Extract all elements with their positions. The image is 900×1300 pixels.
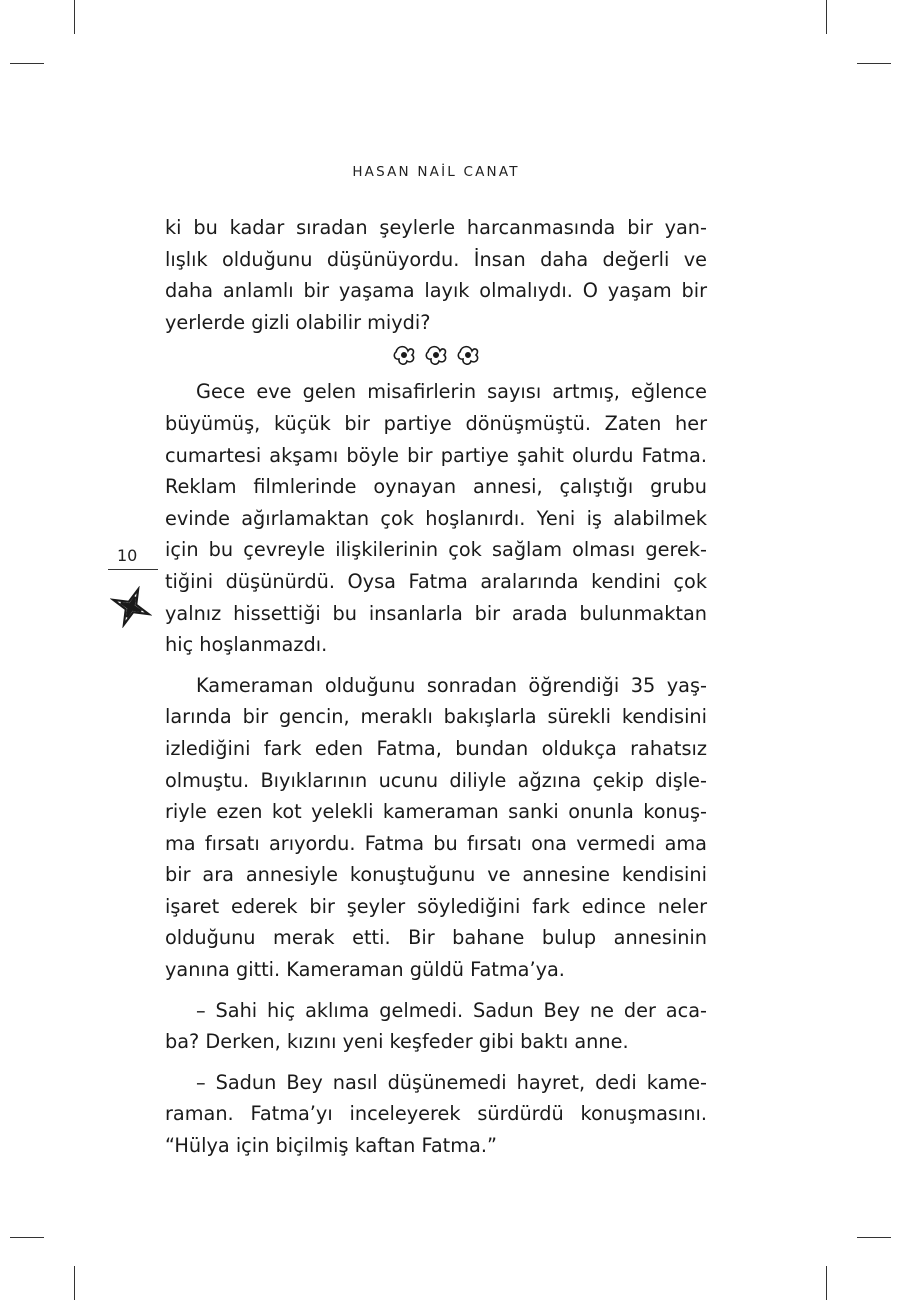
text-line: yerlerde gizli olabilir miydi?	[165, 310, 431, 334]
four-point-star-icon	[110, 586, 152, 628]
crop-mark-right-top	[857, 63, 891, 64]
paragraph-2	[165, 376, 707, 660]
text-line: lışlık olduğunu düşünüyordu. İnsan daha değerli ve	[165, 247, 707, 271]
text-line: ma fırsatı arıyordu. Fatma bu fırsatı ona vermedi ama	[165, 831, 707, 855]
body-text	[165, 212, 707, 1162]
text-line: larında bir gencin, meraklı bakışlarla sürekli kendisini	[165, 705, 707, 729]
text-line: tiğini düşünürdü. Oysa Fatma aralarında kendini çok	[165, 569, 707, 593]
text-line: ba? Derken, kızını yeni keşfeder gibi baktı anne.	[165, 1030, 629, 1054]
text-line: riyle ezen kot yelekli kameraman sanki onunla konuş-	[165, 800, 707, 824]
text-line: – Sahi hiç aklıma gelmedi. Sadun Bey ne der aca-	[196, 998, 707, 1022]
text-line: için bu çevreyle ilişkilerinin çok sağlam olması gerek-	[165, 538, 707, 562]
text-line: – Sadun Bey nasıl düşünemedi hayret, dedi kame-	[196, 1070, 707, 1094]
text-line: evinde ağırlamaktan çok hoşlanırdı. Yeni iş alabilmek	[165, 506, 707, 530]
text-line: daha anlamlı bir yaşama layık olmalıydı. O yaşam bir	[165, 279, 707, 303]
text-line: hiç hoşlanmazdı.	[165, 633, 328, 657]
running-head: HASAN NAİL CANAT	[352, 164, 520, 180]
text-line: cumartesi akşamı böyle bir partiye şahit olurdu Fatma.	[165, 443, 707, 467]
crop-mark-left-top	[10, 63, 44, 64]
paragraph-5	[165, 1067, 707, 1162]
text-line: raman. Fatma’yı inceleyerek sürdürdü konuşmasını.	[165, 1102, 707, 1126]
paragraph-4	[165, 995, 707, 1058]
text-line: yanına gitti. Kameraman güldü Fatma’ya.	[165, 958, 565, 982]
crop-mark-bottom-right	[826, 1266, 827, 1300]
paragraph-1	[165, 212, 707, 338]
text-line: bir ara annesiyle konuştuğunu ve annesine kendisini	[165, 863, 707, 887]
paragraph-3	[165, 670, 707, 986]
text-line: işaret ederek bir şeyler söylediğini fark edince neler	[165, 894, 707, 918]
floral-fleuron-icon	[388, 340, 484, 370]
text-line: olduğunu merak etti. Bir bahane bulup annesinin	[165, 926, 707, 950]
text-line: “Hülya için biçilmiş kaftan Fatma.”	[165, 1134, 497, 1158]
crop-mark-top-right	[826, 0, 827, 34]
text-line: ki bu kadar sıradan şeylerle harcanmasında bir yan-	[165, 216, 707, 239]
text-line: büyümüş, küçük bir partiye dönüşmüştü. Zaten her	[165, 411, 707, 435]
text-line: yalnız hissettiği bu insanlarla bir arada bulunmaktan	[165, 601, 707, 625]
text-line: Kameraman olduğunu sonradan öğrendiği 35 yaş-	[196, 673, 707, 697]
crop-mark-top-left	[74, 0, 75, 34]
page-number: 10	[117, 546, 138, 565]
text-line: Reklam filmlerinde oynayan annesi, çalıştığı grubu	[165, 475, 707, 499]
section-break-ornament	[165, 340, 707, 376]
crop-mark-bottom-left	[74, 1266, 75, 1300]
text-line: izlediğini fark eden Fatma, bundan oldukça rahatsız	[165, 736, 707, 760]
page-number-rule	[108, 569, 158, 570]
text-line: Gece eve gelen misafirlerin sayısı artmış, eğlence	[196, 380, 707, 404]
crop-mark-right-bottom	[857, 1237, 891, 1238]
crop-mark-left-bottom	[10, 1237, 44, 1238]
text-line: olmuştu. Bıyıklarının ucunu diliyle ağzına çekip dişle-	[165, 768, 707, 792]
